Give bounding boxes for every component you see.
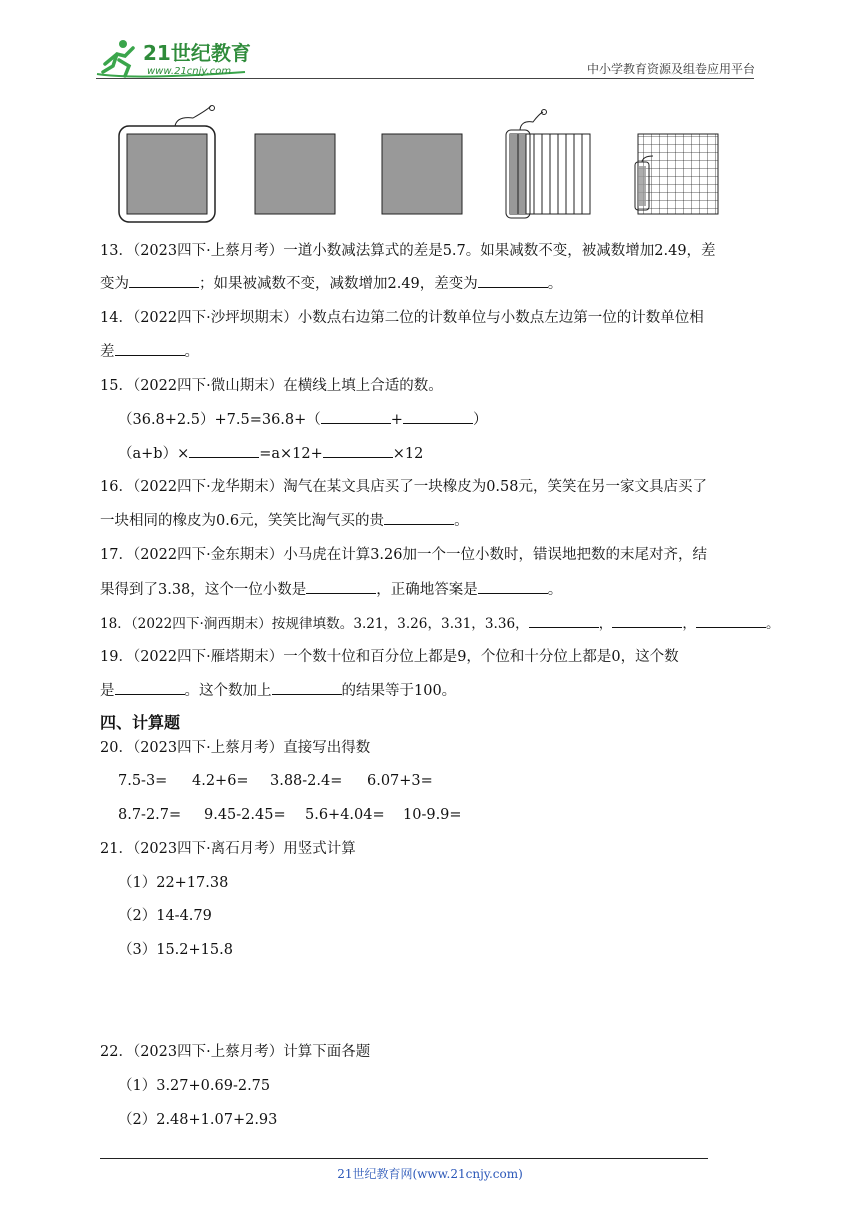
question-21-line-1: 21．（2023四下·离石月考）用竖式计算 — [100, 841, 356, 857]
logo-url: www.21cnjy.com — [147, 66, 232, 77]
answer-blank[interactable] — [189, 443, 259, 458]
question-15-line-1: 15．（2022四下·微山期末）在横线上填上合适的数。 — [100, 378, 443, 394]
question-13-line-1: 13．（2023四下·上蔡月考）一道小数减法算式的差是5.7。如果减数不变，被减数增加2.49，差 — [100, 243, 716, 259]
answer-blank[interactable] — [478, 579, 548, 594]
answer-blank[interactable] — [529, 613, 599, 628]
question-14-line-1: 14．（2022四下·沙坪坝期末）小数点右边第二位的计数单位与小数点左边第一位的计数单位相 — [100, 310, 704, 326]
question-19-line-1: 19．（2022四下·雁塔期末）一个数十位和百分位上都是9，个位和十分位上都是0，这个数 — [100, 649, 679, 665]
answer-blank[interactable] — [384, 510, 454, 525]
answer-blank[interactable] — [612, 613, 682, 628]
question-15-line-3: （a+b）× =a×12+ ×12 — [118, 443, 778, 464]
header-platform-text: 中小学教育资源及组卷应用平台 — [586, 62, 755, 76]
question-13-line-2: 变为 ；如果被减数不变，减数增加2.49，差变为 。 — [100, 273, 760, 294]
question-21-item: （3）15.2+15.8 — [118, 942, 233, 958]
answer-blank[interactable] — [306, 579, 376, 594]
answer-blank[interactable] — [403, 409, 473, 424]
answer-blank[interactable] — [696, 613, 766, 628]
question-19-line-2: 是 。这个数加上 的结果等于100。 — [100, 680, 760, 701]
question-21-item: （1）22+17.38 — [118, 875, 229, 891]
site-logo — [95, 36, 265, 80]
header-divider — [96, 78, 754, 79]
footer-divider — [100, 1158, 708, 1159]
question-22-line-1: 22．（2023四下·上蔡月考）计算下面各题 — [100, 1044, 371, 1060]
question-16-line-2: 一块相同的橡皮为0.6元，笑笑比淘气买的贵 。 — [100, 510, 760, 531]
question-14-line-2: 差 。 — [100, 341, 760, 362]
footer-link[interactable]: 21世纪教育网(www.21cnjy.com) — [337, 1167, 523, 1181]
question-15-line-2: （36.8+2.5）+7.5=36.8+（ + ） — [118, 409, 778, 430]
question-22-item: （1）3.27+0.69-2.75 — [118, 1078, 271, 1094]
question-21-item: （2）14-4.79 — [118, 908, 212, 924]
logo-text: 21世纪教育 — [143, 41, 251, 65]
decimal-model-figure — [115, 104, 735, 224]
section-title-calculation: 四、计算题 — [100, 713, 181, 732]
question-20-line-1: 20．（2023四下·上蔡月考）直接写出得数 — [100, 740, 371, 756]
question-20-row-1: 7.5-3= 4.2+6= 3.88-2.4= 6.07+3= — [118, 773, 433, 789]
answer-blank[interactable] — [129, 273, 199, 288]
question-16-line-1: 16．（2022四下·龙华期末）淘气在某文具店买了一块橡皮为0.58元，笑笑在另一家文具店买了 — [100, 479, 707, 495]
answer-blank[interactable] — [478, 273, 548, 288]
question-17-line-2: 果得到了3.38，这个一位小数是 ，正确地答案是 。 — [100, 579, 760, 600]
answer-blank[interactable] — [115, 341, 185, 356]
answer-blank[interactable] — [272, 680, 342, 695]
question-20-row-2: 8.7-2.7= 9.45-2.45= 5.6+4.04= 10-9.9= — [118, 807, 462, 823]
question-17-line-1: 17．（2022四下·金东期末）小马虎在计算3.26加一个一位小数时，错误地把数的末尾对齐，结 — [100, 547, 707, 563]
question-18-line-1: 18．（2022四下·涧西期末）按规律填数。3.21，3.26，3.31，3.36， ， ， 。 — [100, 613, 760, 634]
answer-blank[interactable] — [323, 443, 393, 458]
question-22-item: （2）2.48+1.07+2.93 — [118, 1112, 278, 1128]
answer-blank[interactable] — [321, 409, 391, 424]
answer-blank[interactable] — [115, 680, 185, 695]
